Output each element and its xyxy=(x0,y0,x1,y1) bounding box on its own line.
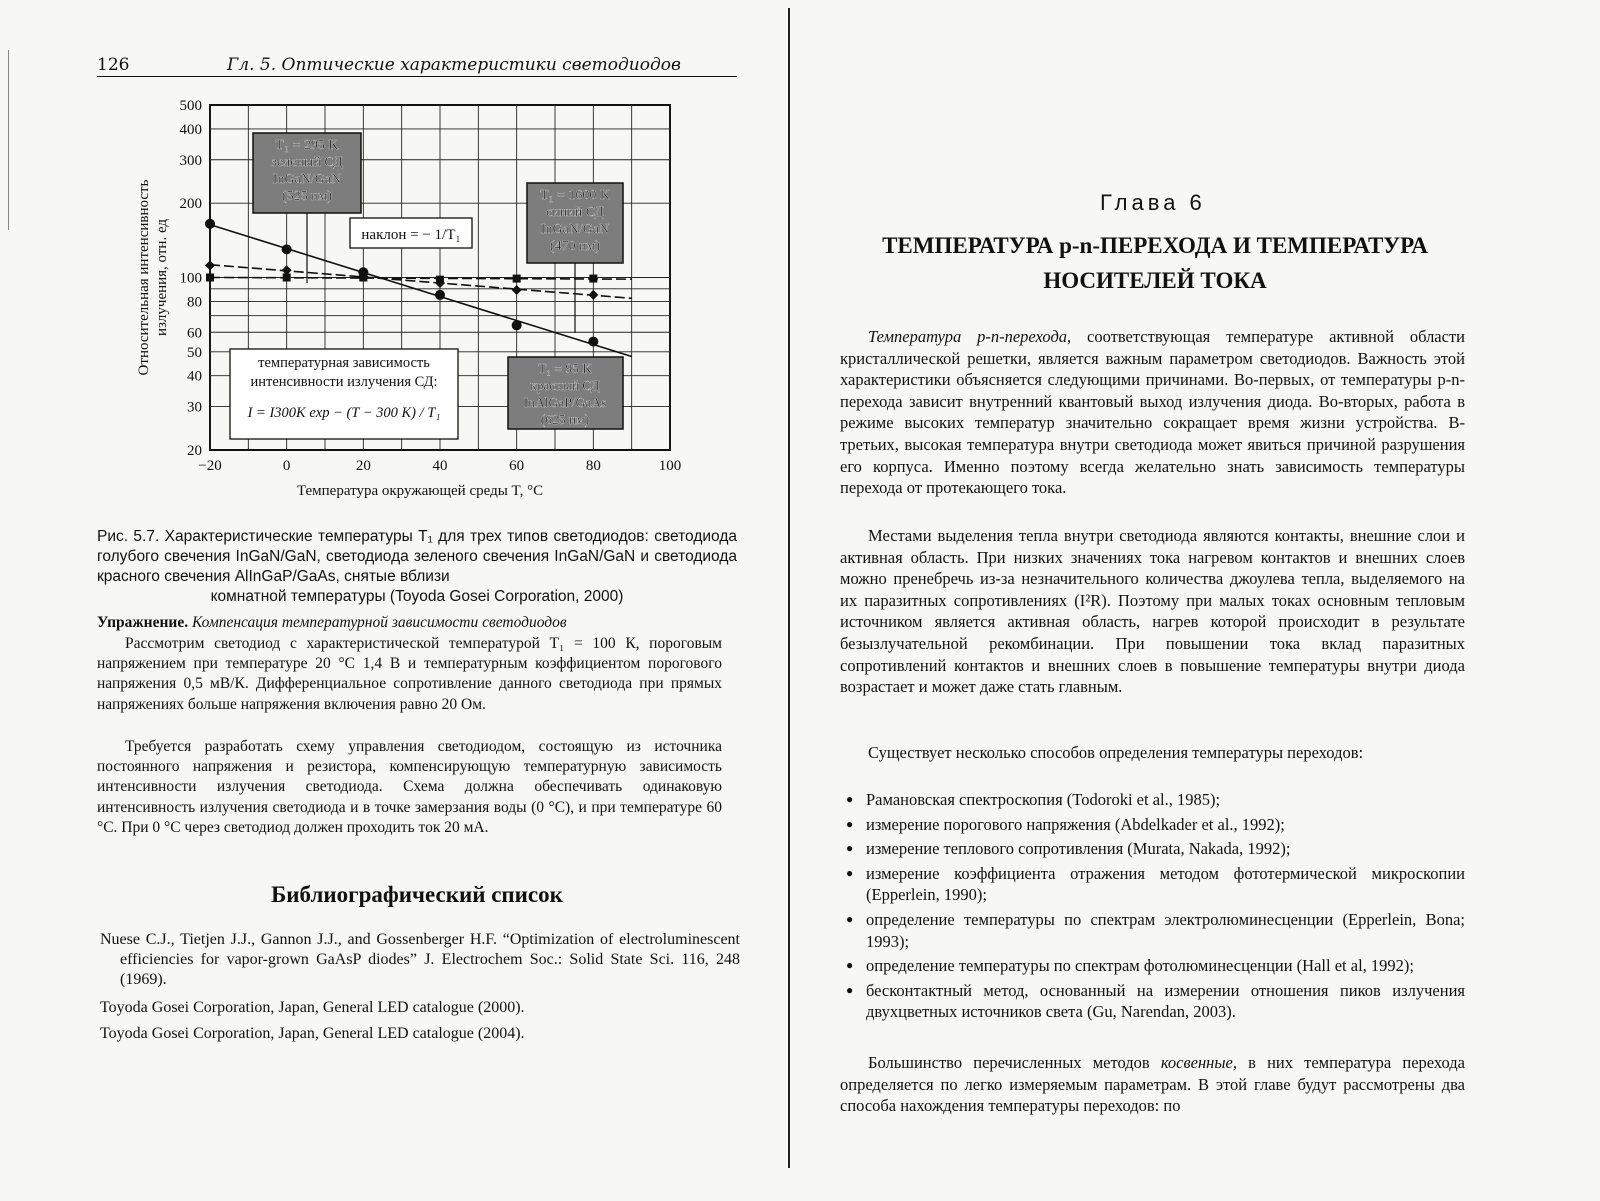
chapter-title xyxy=(840,228,1470,298)
bib-entry: Nuese C.J., Tietjen J.J., Gannon J.J., and Gossenberger H.F. “Optimization of electroluminescent efficiencies for vapor-grown GaAsP diodes” J. Electrochem Soc.: Solid State Sci. 116, 248 (1969). xyxy=(100,931,740,988)
running-head xyxy=(97,55,737,77)
data-point-square xyxy=(589,275,597,283)
paragraph-4 xyxy=(840,1052,1465,1117)
red-led-label-text: красный СД xyxy=(530,378,600,393)
formula-title: температурная зависимость xyxy=(258,355,430,371)
x-tick-label: 0 xyxy=(282,458,291,474)
green-led-label-text: T₁ = 295 K xyxy=(275,138,339,153)
y-tick-label: 40 xyxy=(187,368,202,385)
chart-annotations xyxy=(230,133,623,439)
temperature-chart xyxy=(130,95,690,505)
exercise-label: Упражнение. xyxy=(97,614,189,631)
y-tick-label: 200 xyxy=(179,196,202,213)
red-led-label-text: (625 нм) xyxy=(540,412,590,427)
red-led-label-text: T₁ = 95 K xyxy=(538,361,592,376)
y-tick-label: 100 xyxy=(179,270,202,287)
x-tick-label: −20 xyxy=(198,458,222,474)
paragraph-2: Местами выделения тепла внутри светодиода являются контакты, внешние слои и активная область. При низких значениях тока нагревом контактов и внешних слоев можно пренебречь из-за незначительного количества джоулева тепла, выделяемого на их паразитных сопротивлениях (I²R). Поэтому при малых токах основным тепловым источником является активная область, нагрев которой происходит в результате безызлучательной рекомбинации. При повышении тока вклад паразитных сопротивлений контактов и внешних слоев в повышение температуры внутри диода возрастает и может даже стать главным. xyxy=(840,526,1465,697)
x-axis-label: Температура окружающей среды T, °C xyxy=(296,483,544,499)
y-tick-label: 400 xyxy=(179,121,202,138)
slope-label: наклон = − 1/T₁ xyxy=(361,227,461,243)
data-point-diamond xyxy=(512,285,522,295)
blue-led-label-text: (470 нм) xyxy=(549,239,601,254)
data-point-square xyxy=(436,276,444,284)
x-tick-label: 80 xyxy=(585,458,601,474)
book-spine xyxy=(788,8,790,1168)
chapter-title-line-2: НОСИТЕЛЕЙ ТОКА xyxy=(1043,268,1267,293)
data-point-square xyxy=(283,274,291,282)
paragraph-4-start: Большинство перечисленных методов xyxy=(868,1053,1161,1072)
x-tick-label: 100 xyxy=(658,458,682,474)
y-axis-label: Относительная интенсивность xyxy=(136,179,152,376)
data-point-square xyxy=(513,275,521,283)
figure-caption xyxy=(97,527,737,607)
methods-list xyxy=(840,789,1465,1026)
y-tick-label: 60 xyxy=(187,325,202,342)
running-title: Гл. 5. Оптические характеристики светодиодов xyxy=(227,55,681,75)
bib-entry: Toyoda Gosei Corporation, Japan, General LED catalogue (2004). xyxy=(100,1025,525,1042)
list-item: ● измерение теплового сопротивления (Murata, Nakada, 1992); xyxy=(840,838,1465,860)
y-tick-label: 80 xyxy=(187,294,202,311)
blue-led-label-text: синий СД xyxy=(546,205,604,220)
exercise-para-1: Рассмотрим светодиод с характеристической температурой T₁ = 100 К, пороговым напряжением при температуре 20 °С 1,4 В и температурным коэффициентом порогового напряжения 0,5 мВ/К. Дифференциальное сопротивление данного светодиода при прямых напряжениях больше напряжения включения равно 20 Ом. xyxy=(97,635,722,713)
green-led-label-text: InGaN/GaN xyxy=(272,172,342,187)
bib-entry: Toyoda Gosei Corporation, Japan, General LED catalogue (2000). xyxy=(100,999,525,1016)
exercise-heading xyxy=(97,613,737,633)
paragraph-1-text: соответствующая температуре активной области кристаллической решетки, является важным параметром светодиодов. Важность этой характеристики объясняется следующими причинами. Во-первых, от температуры p-n-перехода зависит внутренний квантовый выход излучения диода. Во-вторых, работа в режиме высоких температур значительно сокращает время жизни устройства. В-третьих, высокая температура внутри светодиода может явиться причиной разрушения его корпуса. Именно поэтому всегда желательно знать зависимость температуры перехода от протекающего тока. xyxy=(840,327,1465,498)
formula-title: интенсивности излучения СД: xyxy=(250,374,438,390)
list-item: ● определение температуры по спектрам электролюминесценции (Epperlein, Bona; 1993); xyxy=(840,909,1465,952)
x-tick-label: 20 xyxy=(355,458,371,474)
y-tick-label: 500 xyxy=(179,98,202,114)
paragraph-4-italic: косвенные, xyxy=(1160,1053,1237,1072)
bibliography-heading: Библиографический список xyxy=(271,882,563,907)
list-item: ● Рамановская спектроскопия (Todoroki et al., 1985); xyxy=(840,789,1465,811)
chapter-title-line-1: ТЕМПЕРАТУРА p-n-ПЕРЕХОДА И ТЕМПЕРАТУРА xyxy=(882,233,1428,258)
caption-last-line: комнатной температуры (Toyoda Gosei Corporation, 2000) xyxy=(210,588,624,605)
formula-expression: I = I300K exp − (T − 300 K) / T₁ xyxy=(247,405,441,421)
data-point-circle xyxy=(435,290,445,300)
y-axis-label: излучения, отн. ед xyxy=(154,218,170,337)
x-tick-label: 60 xyxy=(509,458,525,474)
fit-line-diamond xyxy=(210,265,632,299)
data-point-diamond xyxy=(205,260,215,270)
data-point-square xyxy=(206,274,214,282)
list-item: ● определение температуры по спектрам фотолюминесценции (Hall et al, 1992); xyxy=(840,955,1465,977)
y-tick-label: 20 xyxy=(187,443,202,459)
data-point-circle xyxy=(588,337,598,347)
page-edge-mark xyxy=(8,50,9,230)
red-led-label-text: InAlGaP/GaAs xyxy=(523,395,607,410)
y-tick-label: 30 xyxy=(187,399,202,416)
data-point-circle xyxy=(205,219,215,229)
paragraph-4-end: в них температура перехода определяется по легко измеряемым параметрам. В этой главе будут рассмотрены два способа нахождения температуры переходов: по xyxy=(840,1053,1465,1116)
y-tick-label: 50 xyxy=(187,344,202,361)
paragraph-1 xyxy=(840,326,1465,499)
y-tick-label: 300 xyxy=(179,152,202,169)
data-point-circle xyxy=(512,320,522,330)
blue-led-label-text: T₁ = 1600 K xyxy=(540,188,610,203)
list-item: ● бесконтактный метод, основанный на измерении отношения пиков излучения двухцветных источников света (Gu, Narendan, 2003). xyxy=(840,980,1465,1023)
bibliography-list xyxy=(100,930,740,1044)
list-item: ● измерение порогового напряжения (Abdelkader et al., 1992); xyxy=(840,814,1465,836)
exercise-title: Компенсация температурной зависимости светодиодов xyxy=(191,614,567,631)
exercise-para-2: Требуется разработать схему управления светодиодом, состоящую из источника постоянного напряжения и резистора, компенсирующую температурную зависимость интенсивности излучения светодиода. Схема должна обеспечивать одинаковую интенсивность излучения светодиода и в точке замерзания воды (0 °С), и при температуре 60 °С. При 0 °С через светодиод должен проходить ток 20 мА. xyxy=(97,738,722,836)
list-item: ● измерение коэффициента отражения методом фототермической микроскопии (Epperlein, 1990); xyxy=(840,863,1465,906)
green-led-label-text: зеленый СД xyxy=(271,155,343,170)
data-point-diamond xyxy=(588,290,598,300)
caption-text: Рис. 5.7. Характеристические температуры T₁ для трех типов светодиодов: светодиода голубого свечения InGaN/GaN, светодиода зеленого свечения InGaN/GaN и светодиода красного свечения AlInGaP/GaAs, снятые вблизи xyxy=(97,528,737,585)
paragraph-1-italic: Температура p-n-перехода, xyxy=(868,327,1072,346)
x-tick-label: 40 xyxy=(432,458,448,474)
page-number: 126 xyxy=(97,55,130,75)
data-point-circle xyxy=(282,244,292,254)
data-point-square xyxy=(359,274,367,282)
green-led-label-text: (525 нм) xyxy=(281,189,333,204)
chapter-label: Глава 6 xyxy=(1100,190,1206,215)
paragraph-3: Существует несколько способов определения температуры переходов: xyxy=(868,743,1364,762)
blue-led-label-text: InGaN/GaN xyxy=(540,222,610,237)
